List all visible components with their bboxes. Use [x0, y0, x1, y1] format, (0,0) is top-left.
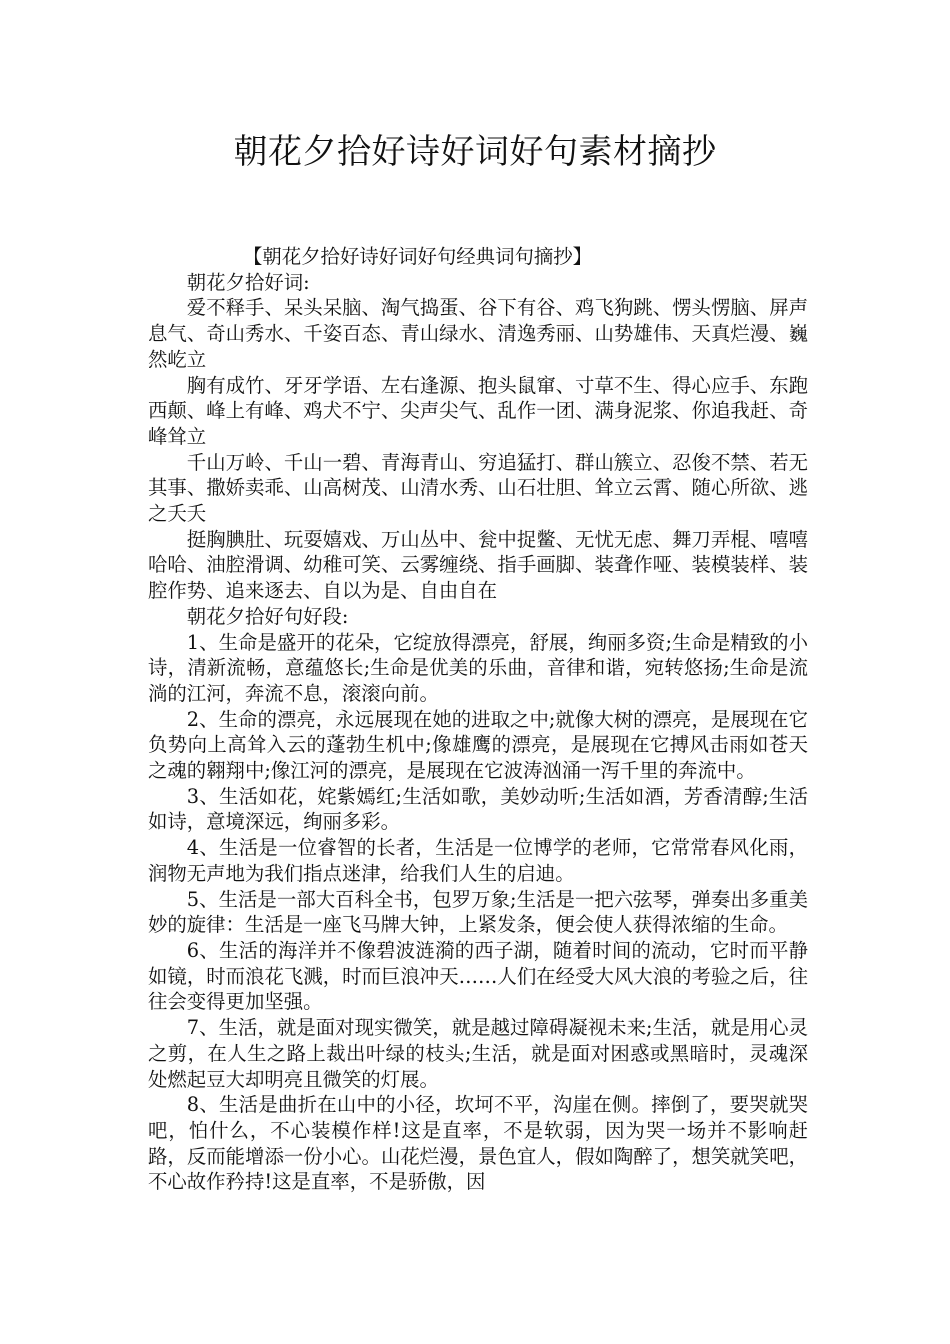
sentence-paragraph: 5、生活是一部大百科全书，包罗万象;生活是一把六弦琴，弹奏出多重美妙的旋律：生活是一座飞马牌大钟，上紧发条，便会使人获得浓缩的生命。 — [148, 887, 808, 937]
document-body — [148, 244, 808, 1195]
word-paragraph: 挺胸腆肚、玩耍嬉戏、万山丛中、瓮中捉鳖、无忧无虑、舞刀弄棍、嘻嘻哈哈、油腔滑调、幼稚可笑、云雾缠绕、指手画脚、装聋作哑、装模装样、装腔作势、追来逐去、自以为是、自由自在 — [148, 527, 808, 603]
words-label: 朝花夕拾好词: — [186, 270, 310, 294]
section-heading: 【朝花夕拾好诗好词好句经典词句摘抄】 — [243, 245, 593, 268]
word-paragraph: 千山万岭、千山一碧、青海青山、穷追猛打、群山簇立、忍俊不禁、若无其事、撒娇卖乖、山高树茂、山清水秀、山石壮胆、耸立云霄、随心所欲、逃之夭夭 — [148, 450, 808, 526]
sentence-paragraph: 7、生活，就是面对现实微笑，就是越过障碍凝视未来;生活，就是用心灵之剪，在人生之路上裁出叶绿的枝头;生活，就是面对困惑或黑暗时，灵魂深处燃起豆大却明亮且微笑的灯展。 — [148, 1016, 808, 1091]
word-paragraph: 爱不释手、呆头呆脑、淘气捣蛋、谷下有谷、鸡飞狗跳、愣头愣脑、屏声息气、奇山秀水、千姿百态、青山绿水、清逸秀丽、山势雄伟、天真烂漫、巍然屹立 — [148, 296, 808, 371]
sentence-paragraph: 3、生活如花，姹紫嫣红;生活如歌，美妙动听;生活如酒，芳香清醇;生活如诗，意境深远，绚丽多彩。 — [148, 784, 808, 834]
sentence-paragraph: 2、生命的漂亮，永远展现在她的进取之中;就像大树的漂亮，是展现在它负势向上高耸入云的蓬勃生机中;像雄鹰的漂亮，是展现在它搏风击雨如苍天之魂的翱翔中;像江河的漂亮，是展现在它波涛汹涌一泻千里的奔流中。 — [148, 707, 808, 783]
sentence-paragraph: 8、生活是曲折在山中的小径，坎坷不平，沟崖在侧。摔倒了，要哭就哭吧，怕什么，不心装模作样!这是直率，不是软弱，因为哭一场并不影响赶路，反而能增添一份小心。山花烂漫，景色宜人，假如陶醉了，想笑就笑吧，不心故作矜持!这是直率，不是骄傲，因 — [148, 1093, 808, 1194]
word-paragraph: 胸有成竹、牙牙学语、左右逢源、抱头鼠窜、寸草不生、得心应手、东跑西颠、峰上有峰、鸡犬不宁、尖声尖气、乱作一团、满身泥浆、你追我赶、奇峰耸立 — [148, 373, 808, 448]
sentence-paragraph: 6、生活的海洋并不像碧波涟漪的西子湖，随着时间的流动，它时而平静如镜，时而浪花飞溅，时而巨浪冲天……人们在经受大风大浪的考验之后，往往会变得更加坚强。 — [148, 938, 808, 1014]
sentence-paragraph: 1、生命是盛开的花朵，它绽放得漂亮，舒展，绚丽多资;生命是精致的小诗，清新流畅，意蕴悠长;生命是优美的乐曲，音律和谐，宛转悠扬;生命是流淌的江河，奔流不息，滚滚向前。 — [148, 630, 808, 705]
sentences-label: 朝花夕拾好句好段: — [186, 604, 349, 628]
document-title: 朝花夕拾好诗好词好句素材摘抄 — [233, 132, 717, 172]
sentence-paragraph: 4、生活是一位睿智的长者，生活是一位博学的老师，它常常春风化雨，润物无声地为我们指点迷津，给我们人生的启迪。 — [148, 836, 808, 885]
